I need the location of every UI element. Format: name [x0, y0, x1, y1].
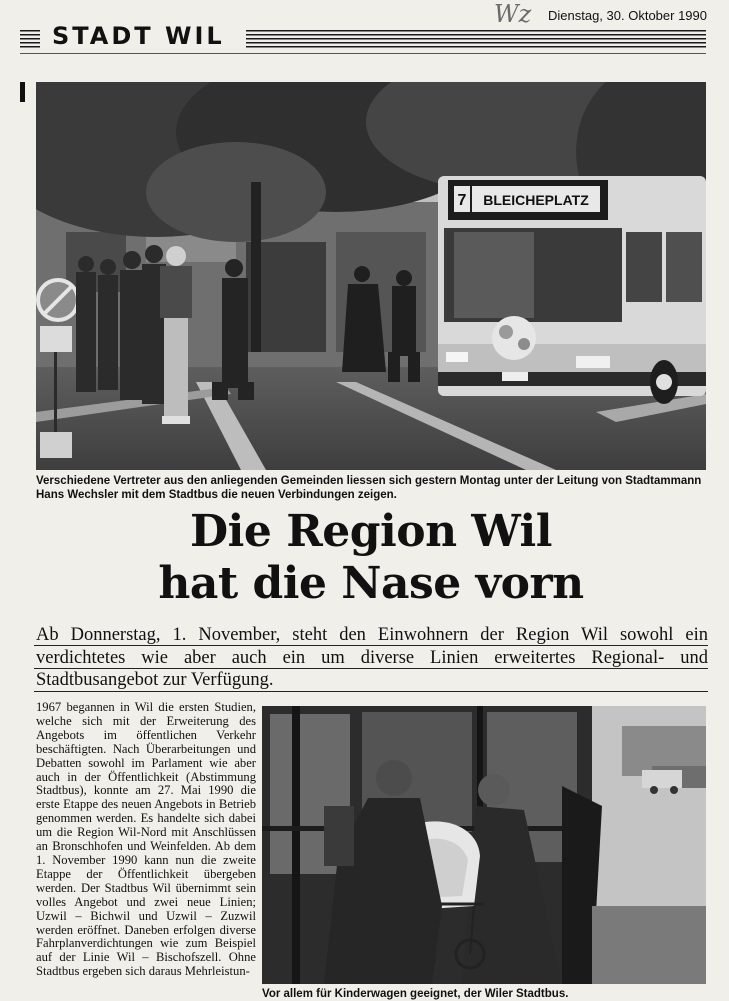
- margin-mark: [20, 82, 25, 102]
- handwritten-mark: Wz: [494, 0, 532, 28]
- photo-bus-stop-caption: Verschiedene Vertreter aus den anliegenden Gemeinden liessen sich gestern Montag unter der Leitung von Stadtammann Hans Wechsler mit dem Stadtbus die neuen Verbindungen zeigen.: [36, 475, 702, 501]
- header-rule: [20, 53, 706, 54]
- article-lead: Ab Donnerstag, 1. November, steht den Einwohnern der Region Wil sowohl ein verdichtetes wie aber auch ein um diverse Linien erweitertes Regional- und Stadtbusangebot zur Verfügung.: [36, 625, 708, 690]
- issue-date: Dienstag, 30. Oktober 1990: [548, 8, 707, 23]
- header-stripes-right: [246, 30, 706, 48]
- article-body: 1967 begannen in Wil die ersten Studien, welche sich mit der Erweiterung des Angebots im öffentlichen Verkehr beschäftigten. Nach Überarbeitungen und Debatten sowohl im Parlament wie aber auch in der Öffentlichkeit (Abstimmung Stadtbus), konnte am 27. Mai 1990 die erste Etappe des neuen Angebots in Betrieb genommen werden. Es handelte sich dabei um die Region Wil-Nord mit Anschlüssen an Bronschhofen und Weinfelden. Ab dem 1. November 1990 kann nun die zweite Etappe der Öffentlichkeit übergeben werden. Der Stadtbus Wil übernimmt sein volles Angebot und zwei neue Linien; Uzwil – Bichwil und Uzwil – Zuzwil werden eröffnet. Daneben erfolgen diverse Fahrplanverdichtungen wie zum Beispiel auf der Linie Wil – Bischofszell. Ohne Stadtbus ergeben sich daraus Mehrleistun-: [36, 700, 256, 979]
- photo-bus-door-illustration: [262, 706, 706, 984]
- bus-destination: BLEICHEPLATZ: [483, 192, 589, 208]
- photo-bus-stop-illustration: [36, 82, 706, 470]
- headline-line-1: Die Region Wil: [190, 506, 552, 557]
- bus-line-number: 7: [457, 192, 467, 209]
- section-title: STADT WIL: [52, 22, 225, 50]
- photo-bus-door-caption: Vor allem für Kinderwagen geeignet, der Wiler Stadtbus.: [262, 988, 569, 1000]
- photo-bus-door: [262, 706, 706, 984]
- photo-bus-stop: [36, 82, 706, 470]
- headline-line-2: hat die Nase vorn: [158, 558, 584, 609]
- article-headline: [36, 506, 706, 610]
- header-stripes-left: [20, 30, 40, 48]
